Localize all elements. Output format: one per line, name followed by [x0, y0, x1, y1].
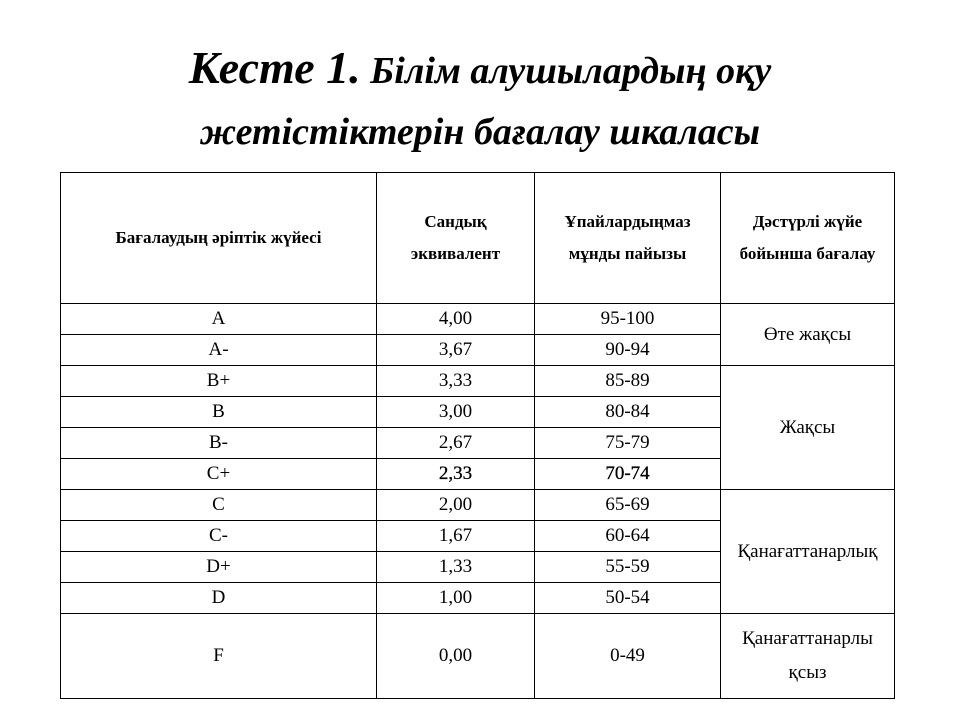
- title-part-1: Білім алушылардың оқу: [360, 50, 772, 92]
- cell-traditional-satisfactory: Қанағаттанарлық: [721, 490, 895, 614]
- cell-numeric: 2,00: [377, 490, 535, 521]
- header-percentage: Ұпайлардыңмаз мұнды пайызы: [535, 173, 721, 304]
- cell-letter: C-: [61, 521, 377, 552]
- table-row: [61, 490, 895, 521]
- cell-numeric: 4,00: [377, 304, 535, 335]
- cell-letter: A: [61, 304, 377, 335]
- header-letter-system: Бағалаудың әріптік жүйесі: [61, 173, 377, 304]
- table-row: [61, 614, 895, 699]
- cell-numeric: 3,33: [377, 366, 535, 397]
- cell-percent: 65-69: [535, 490, 721, 521]
- cell-percent: 80-84: [535, 397, 721, 428]
- cell-percent: 95-100: [535, 304, 721, 335]
- title-line-2: жетістіктерін бағалау шкаласы: [199, 111, 761, 153]
- cell-percent: 55-59: [535, 552, 721, 583]
- cell-numeric: 1,67: [377, 521, 535, 552]
- grading-scale-table: [60, 172, 895, 699]
- cell-numeric: 1,33: [377, 552, 535, 583]
- cell-letter: B: [61, 397, 377, 428]
- cell-numeric: 2,67: [377, 428, 535, 459]
- cell-letter: D+: [61, 552, 377, 583]
- cell-percent: 70-74: [535, 459, 721, 490]
- cell-letter: B-: [61, 428, 377, 459]
- cell-percent: 0-49: [535, 614, 721, 699]
- cell-numeric: 1,00: [377, 583, 535, 614]
- cell-numeric: 0,00: [377, 614, 535, 699]
- header-numeric-equivalent: Сандық эквивалент: [377, 173, 535, 304]
- title-prefix: Кесте 1.: [188, 42, 361, 93]
- cell-numeric: 2,33: [377, 459, 535, 490]
- cell-percent: 85-89: [535, 366, 721, 397]
- slide-title: [0, 38, 960, 162]
- cell-percent: 60-64: [535, 521, 721, 552]
- title-line-1: [0, 38, 960, 102]
- cell-letter: B+: [61, 366, 377, 397]
- cell-numeric: 3,00: [377, 397, 535, 428]
- cell-numeric: 3,67: [377, 335, 535, 366]
- cell-letter: F: [61, 614, 377, 699]
- table-row: [61, 366, 895, 397]
- cell-percent: 50-54: [535, 583, 721, 614]
- table-row: [61, 304, 895, 335]
- header-traditional-grade: Дәстүрлі жүйе бойынша бағалау: [721, 173, 895, 304]
- cell-letter: C+: [61, 459, 377, 490]
- cell-traditional-unsatisfactory: Қанағаттанарлы қсыз: [721, 614, 895, 699]
- cell-letter: A-: [61, 335, 377, 366]
- cell-percent: 75-79: [535, 428, 721, 459]
- cell-traditional-good: Жақсы: [721, 366, 895, 490]
- cell-traditional-excellent: Өте жақсы: [721, 304, 895, 366]
- table-header-row: [61, 173, 895, 304]
- cell-percent: 90-94: [535, 335, 721, 366]
- cell-letter: C: [61, 490, 377, 521]
- cell-letter: D: [61, 583, 377, 614]
